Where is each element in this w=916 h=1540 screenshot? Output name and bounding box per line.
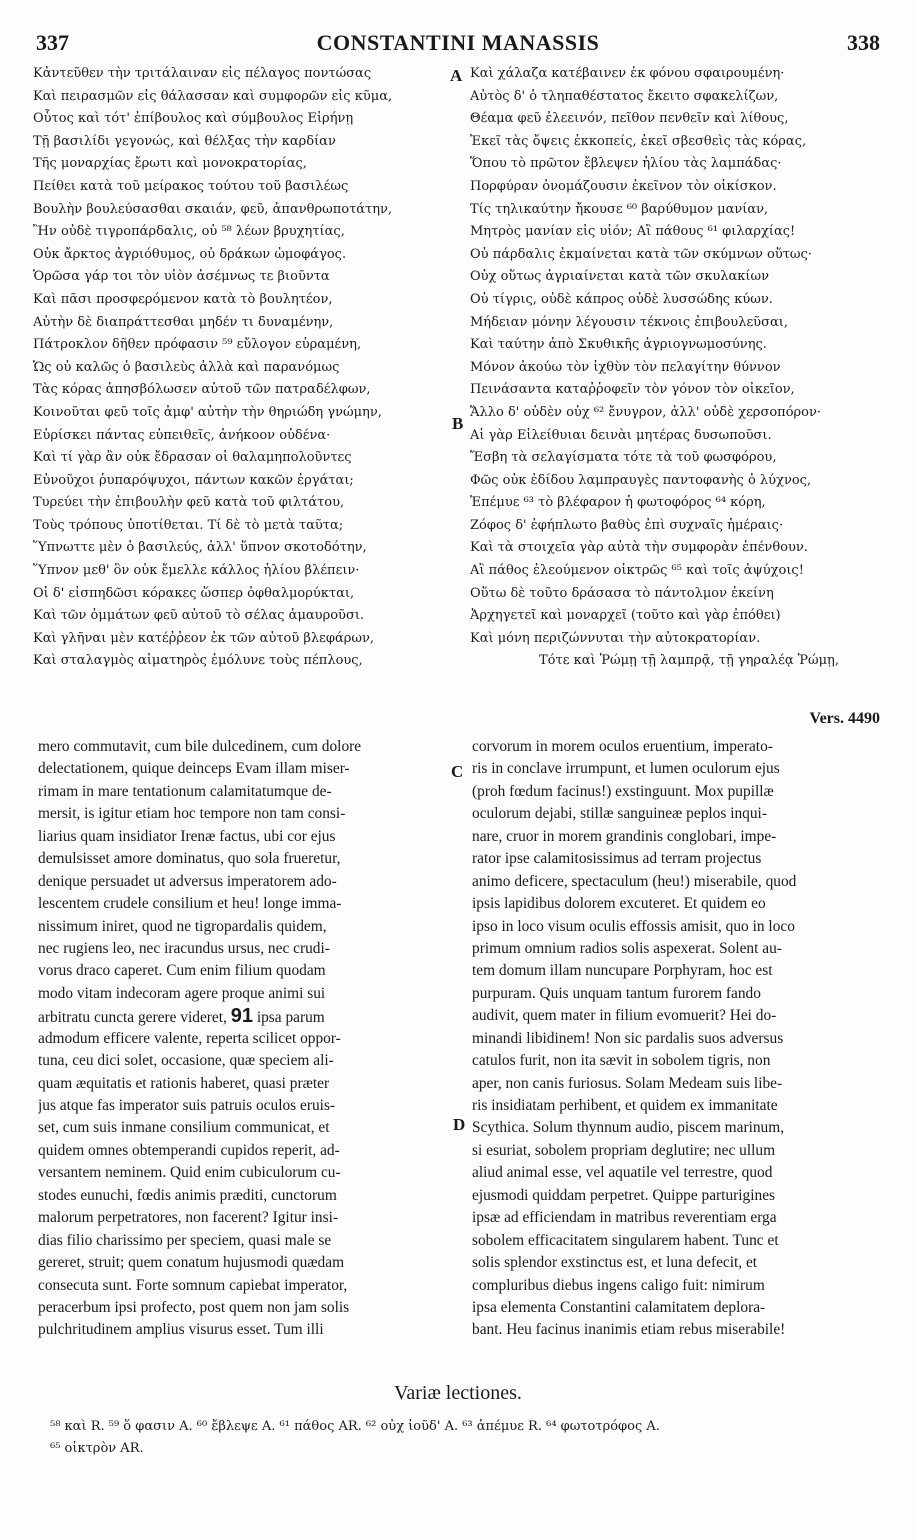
greek-verse-line: Αὐτὴν δὲ διαπράττεσθαι μηδέν τι δυναμένην, bbox=[33, 314, 334, 330]
greek-verse-line: Τότε καὶ Ῥώμῃ τῇ λαμπρᾷ, τῇ γηραλέᾳ Ῥώμῃ, bbox=[539, 653, 839, 669]
greek-verse-line: Πορφύραν ὀνομάζουσιν ἐκεῖνον τὸν οἰκίσκον. bbox=[470, 178, 777, 194]
latin-text-line: nissimum iniret, quod ne tigropardalis quidem, bbox=[38, 917, 327, 935]
latin-text-line: quidem omnes obtemperandi cupidos reperit, ad- bbox=[38, 1141, 340, 1159]
latin-text-line: peracerbum ipsi profecto, post quem non jam solis bbox=[38, 1298, 350, 1316]
latin-text-line: nec rugiens leo, nec iracundus ursus, nec crudi- bbox=[38, 939, 330, 957]
margin-letter-c: C bbox=[451, 762, 464, 781]
running-title: CONSTANTINI MANASSIS bbox=[316, 30, 600, 55]
latin-text-line: nare, cruor in morem grandinis conglobari, impe- bbox=[472, 827, 777, 845]
greek-verse-line: Πάτροκλον δῆθεν πρόφασιν ⁵⁹ εὔλογον εὑραμένη, bbox=[33, 337, 362, 353]
latin-text-line: (proh fœdum facinus!) exstinguunt. Mox pupillæ bbox=[472, 782, 774, 800]
latin-text-line: solis splendor exstinctus est, et luna defecit, et bbox=[472, 1254, 758, 1272]
greek-verse-line: Καὶ γλῆναι μὲν κατέῤῥεον ἐκ τῶν αὐτοῦ βλεφάρων, bbox=[33, 630, 375, 646]
greek-verse-line: Οὐ πάρδαλις ἐκμαίνεται κατὰ τῶν σκύμνων οὕτως· bbox=[470, 246, 812, 262]
greek-verse-line: Ὡς οὐ καλῶς ὁ βασιλεὺς ἀλλὰ καὶ παρανόμως bbox=[33, 359, 340, 375]
greek-verse-line: Καὶ ταύτην ἀπὸ Σκυθικῆς ἀγριογνωμοσύνης. bbox=[470, 337, 767, 353]
greek-verse-line: Καὶ σταλαγμὸς αἱματηρὸς ἐμόλυνε τοὺς πέπλους, bbox=[33, 653, 363, 669]
greek-verse-line: Τίς τηλικαύτην ἤκουσε ⁶⁰ βαρύθυμον μανίαν, bbox=[470, 201, 769, 217]
greek-verse-line: Οὐκ ἄρκτος ἀγριόθυμος, οὐ δράκων ὠμοφάγος. bbox=[33, 246, 347, 262]
greek-verse-line: Ὁρῶσα γάρ τοι τὸν υἱὸν ἀσέμνως τε βιοῦντα bbox=[33, 269, 330, 285]
latin-text-line: Scythica. Solum thynnum audio, piscem marinum, bbox=[472, 1119, 785, 1137]
greek-verse-line: Οἱ δ' εἰσπηδῶσι κόρακες ὥσπερ ὀφθαλμορύκται, bbox=[33, 585, 355, 601]
latin-text-line: bant. Heu facinus inanimis etiam rebus miserabile! bbox=[472, 1321, 786, 1339]
latin-text-line: sobolem efficacitatem singularem habent. Tunc et bbox=[472, 1231, 779, 1249]
latin-text-line: oculorum dejabi, stillæ sanguineæ peplos inqui- bbox=[472, 805, 767, 823]
latin-text-line: ipso in loco visum oculis effossis amisit, quo in loco bbox=[472, 917, 795, 935]
greek-verse-line: Ἐκεῖ τὰς ὄψεις ἐκκοπείς, ἐκεῖ σβεσθεὶς τὰς κόρας, bbox=[470, 133, 807, 149]
latin-text-line: quam æquitatis et rationis haberet, quasi præter bbox=[38, 1074, 330, 1092]
greek-verse-line: Ἐπέμυε ⁶³ τὸ βλέφαρον ἡ φωτοφόρος ⁶⁴ κόρη, bbox=[470, 495, 766, 511]
greek-verse-line: Αὐτὸς δ' ὁ τληπαθέστατος ἔκειτο σφακελίζων, bbox=[470, 88, 779, 104]
verse-number: Vers. 4490 bbox=[809, 710, 880, 727]
greek-verse-line: Πεινάσαντα καταῤῥοφεῖν τὸν γόνον τὸν οἰκεῖον, bbox=[470, 382, 795, 398]
greek-verse-line: Φῶς οὐκ ἐδίδου λαμπραυγὲς παντοφανὴς ὁ λύχνος, bbox=[470, 472, 812, 488]
greek-verse-line: Θέαμα φεῦ ἐλεεινόν, πεῖθον πενθεῖν καὶ λίθους, bbox=[470, 111, 789, 127]
margin-letter-b: B bbox=[452, 414, 464, 433]
latin-text-line: aliud animal esse, vel aquatile vel terrestre, quod bbox=[472, 1164, 773, 1182]
greek-verse-line: Καὶ μόνη περιζώννυται τὴν αὐτοκρατορίαν. bbox=[470, 630, 761, 646]
page-header bbox=[36, 30, 880, 60]
greek-verse-line: Ὅπου τὸ πρῶτον ἔβλεψεν ἡλίου τὰς λαμπάδας· bbox=[470, 156, 782, 172]
latin-text-line: tem domum illam nuncupare Porphyram, hoc est bbox=[472, 962, 773, 980]
greek-verse-line: Αἱ γὰρ Εἰλείθυιαι δεινὰι μητέρας δυσωποῦσι. bbox=[470, 427, 772, 443]
greek-verse-line: Ἣν οὐδὲ τιγροπάρδαλις, οὐ ⁵⁸ λέων βρυχητίας, bbox=[33, 224, 345, 240]
latin-text-line: minandi libidinem! Non sic pardalis suos adversus bbox=[472, 1029, 784, 1047]
greek-verse-line: Πείθει κατὰ τοῦ μείρακος τούτου τοῦ βασιλέως bbox=[33, 178, 349, 194]
greek-verse-line: Καὶ τὰ στοιχεῖα γὰρ αὐτὰ τὴν συμφορὰν ἐπένθουν. bbox=[470, 540, 808, 556]
latin-text-line: mero commutavit, cum bile dulcedinem, cum dolore bbox=[38, 738, 362, 755]
latin-text-line: rimam in mare tentationum calamitatumque de- bbox=[38, 782, 332, 800]
latin-text-line: set, cum suis inmane consilium communicat, et bbox=[38, 1119, 330, 1137]
latin-column-right bbox=[472, 736, 886, 1342]
latin-text-line: audivit, quem mater in filium evomuerit? Hei do- bbox=[472, 1007, 777, 1025]
latin-text-line: dias filio charissimo per speciem, quasi male se bbox=[38, 1231, 332, 1249]
latin-text-fragment: ipsa parum bbox=[252, 1009, 325, 1027]
latin-text-line: lescentem crudele consilium et heu! longe imma- bbox=[38, 895, 342, 913]
latin-text-line: purpuram. Quis unquam tantum furorem fando bbox=[472, 984, 761, 1002]
latin-text-line: aper, non canis furiosus. Solam Medeam suis libe- bbox=[472, 1074, 783, 1092]
latin-text-line: ipsis lapidibus dolorem excuteret. Et quidem eo bbox=[472, 895, 766, 913]
greek-verse-line: Τῇ βασιλίδι γεγονώς, καὶ θέλξας τὴν καρδίαν bbox=[33, 133, 336, 149]
latin-text-line: admodum efficere valente, reperta scilicet oppor- bbox=[38, 1029, 341, 1047]
greek-verse-line: Ἄλλο δ' οὐδὲν οὐχ ⁶² ἔνυγρον, ἀλλ' οὐδὲ χερσοπόρον· bbox=[470, 404, 822, 420]
greek-verse-line: Καὶ τῶν ὀμμάτων φεῦ αὐτοῦ τὸ σέλας ἀμαυροῦσι. bbox=[33, 608, 365, 624]
latin-text-line: mersit, is igitur etiam hoc tempore non tam consi- bbox=[38, 805, 346, 823]
greek-verse-line: Κἀντεῦθεν τὴν τριτάλαιναν εἰς πέλαγος ποντώσας bbox=[33, 66, 372, 81]
latin-text-line: gereret, struit; quem conatum hujusmodi quædam bbox=[38, 1254, 345, 1272]
latin-text-line: arbitratu cuncta gerere videret, 91 ipsa parum bbox=[38, 1005, 325, 1028]
latin-text-line: stodes eunuchi, fœdis animis præditi, cunctorum bbox=[38, 1186, 337, 1204]
latin-text-line: modo vitam indecoram agere proque animi sui bbox=[38, 984, 326, 1002]
greek-verse-line: Ζόφος δ' ἐφήπλωτο βαθὺς ἐπὶ συχναῖς ἡμέραις· bbox=[470, 517, 784, 533]
latin-text-line: primum omnium radios solis aspexerat. Solent au- bbox=[472, 939, 782, 957]
greek-verse-line: Μητρὸς μανίαν εἰς υἱόν; Αἲ πάθους ⁶¹ φιλαρχίας! bbox=[470, 224, 796, 240]
greek-verse-line: Καὶ τί γὰρ ἂν οὐκ ἔδρασαν οἱ θαλαμηπολοῦντες bbox=[33, 450, 352, 466]
greek-verse-line: Ὕπνωττε μὲν ὁ βασιλεύς, ἀλλ' ὕπνον σκοτοδότην, bbox=[33, 540, 367, 556]
latin-text-line: rator ipse calamitosissimus ad terram projectus bbox=[472, 850, 762, 868]
greek-column-left bbox=[33, 63, 455, 673]
greek-verse-line: Μήδειαν μόνην λέγουσιν τέκνοις ἐπιβουλεῦσαι, bbox=[470, 314, 788, 330]
latin-column-left bbox=[38, 736, 458, 1342]
greek-verse-line: Εὐνοῦχοι ῥυπαρόψυχοι, πάντων κακῶν ἐργάται; bbox=[33, 472, 354, 488]
greek-verse-line: Τοὺς τρόπους ὑποτίθεται. Τί δὲ τὸ μετὰ ταῦτα; bbox=[33, 517, 344, 533]
greek-verse-line: Ἔσβη τὰ σελαγίσματα τότε τὰ τοῦ φωσφόρου, bbox=[470, 450, 777, 466]
latin-text-line: versantem neminem. Quid enim cubiculorum cu- bbox=[38, 1164, 341, 1182]
margin-letter-d: D bbox=[453, 1115, 466, 1134]
greek-verse-line: Τῆς μοναρχίας ἔρωτι καὶ μονοκρατορίας, bbox=[33, 156, 307, 172]
greek-verse-line: Καὶ πειρασμῶν εἰς θάλασσαν καὶ συμφορῶν εἰς κῦμα, bbox=[33, 88, 393, 104]
margin-letter-a: A bbox=[450, 66, 463, 85]
greek-verse-line: Τὰς κόρας ἀπησβόλωσεν αὐτοῦ τῶν πατραδέλφων, bbox=[33, 382, 371, 398]
variae-lectiones-title: Variæ lectiones. bbox=[394, 1382, 522, 1404]
page-number-left: 337 bbox=[36, 30, 69, 55]
footnotes bbox=[50, 1416, 890, 1460]
greek-verse-line: Ὕπνον μεθ' ὃν οὐκ ἔμελλε κάλλος ἡλίου βλέπειν· bbox=[33, 563, 360, 579]
latin-text-line: liarius quam insidiator Irenæ factus, ubi cor ejus bbox=[38, 827, 336, 845]
latin-text-line: ris insidiatam perhibent, et quidem ex immanitate bbox=[472, 1097, 778, 1114]
latin-text-line: vorus draco caperet. Cum enim filium quodam bbox=[38, 962, 326, 980]
latin-text-line: ipsæ ad efficiendam in matribus reverentiam erga bbox=[472, 1209, 777, 1227]
latin-text-line: pulchritudinem amplius visurus esset. Tum illi bbox=[38, 1321, 324, 1339]
page-number-right: 338 bbox=[847, 30, 880, 55]
greek-verse-line: Οὐχ οὕτως ἀγριαίνεται κατὰ τῶν σκυλακίων bbox=[470, 269, 769, 285]
latin-text-line: jus atque fas imperator suis patruis oculos eruis- bbox=[38, 1097, 336, 1114]
latin-text-line: malorum perpetratores, non facerent? Igitur insi- bbox=[38, 1209, 338, 1227]
greek-verse-line: Κοινοῦται φεῦ τοῖς ἀμφ' αὐτὴν τὴν θηριώδη γνώμην, bbox=[33, 404, 382, 420]
greek-verse-line: Μόνον ἀκούω τὸν ἰχθὺν τὸν πελαγίτην θύννον bbox=[470, 359, 781, 375]
greek-verse-line: Βουλὴν βουλεύσασθαι σκαιάν, φεῦ, ἀπανθρωποτάτην, bbox=[33, 201, 393, 217]
latin-text-line: corvorum in morem oculos eruentium, imperato- bbox=[472, 738, 773, 755]
greek-verse-line: Οὕτω δὲ τοῦτο δράσασα τὸ πάντολμον ἐκείνη bbox=[470, 585, 774, 601]
greek-verse-line: Οὗτος καὶ τότ' ἐπίβουλος καὶ σύμβουλος Εἰρήνῃ bbox=[33, 111, 354, 127]
latin-text-line: delectationem, quique deinceps Evam illam miser- bbox=[38, 760, 350, 778]
latin-text-line: tuna, ceu dici solet, occasione, quæ speciem ali- bbox=[38, 1052, 334, 1070]
footnote-line: ⁶⁵ οἰκτρὸν AR. bbox=[50, 1441, 144, 1456]
latin-text-line: denique persuadet ut adversus imperatorem ado- bbox=[38, 872, 337, 890]
latin-text-line: ris in conclave irrumpunt, et lumen oculorum ejus bbox=[472, 760, 780, 778]
greek-verse-line: Καὶ πᾶσι προσφερόμενον κατὰ τὸ βουλητέον, bbox=[33, 291, 333, 307]
latin-text-line: demulsisset amore dominatus, quo sola frueretur, bbox=[38, 850, 341, 868]
latin-text-line: animo deficere, spectaculum (heu!) miserabile, quod bbox=[472, 872, 797, 890]
latin-text-line: compluribus diebus ingens caligo fuit: nimirum bbox=[472, 1276, 765, 1294]
footnote-line: ⁵⁸ καὶ R. ⁵⁹ ὅ φασιν A. ⁶⁰ ἔβλεψε A. ⁶¹ πάθος AR. ⁶² οὐχ ἰοῦδ' A. ⁶³ ἀπέμυε R. ⁶⁴ φωτοτρόφος A. bbox=[50, 1419, 660, 1434]
column-number-marker: 91 bbox=[230, 1005, 253, 1028]
greek-verse-line: Αἲ πάθος ἐλεούμενον οἰκτρῶς ⁶⁵ καὶ τοῖς ἀψύχοις! bbox=[470, 563, 804, 579]
latin-text-line: catulos furit, non ita sævit in sobolem tigris, non bbox=[472, 1052, 771, 1070]
greek-column-right bbox=[470, 63, 888, 673]
greek-verse-line: Τυρεύει τὴν ἐπιβουλὴν φεῦ κατὰ τοῦ φιλτάτου, bbox=[33, 495, 345, 511]
greek-verse-line: Οὐ τίγρις, οὐδὲ κάπρος οὐδὲ λυσσώδης κύων. bbox=[470, 291, 773, 307]
greek-verse-line: Εὑρίσκει πάντας εὐπειθεῖς, ἀνήκοον οὐδένα· bbox=[33, 427, 331, 443]
latin-text-line: si esuriat, sobolem propriam deglutire; nec ullum bbox=[472, 1141, 776, 1159]
greek-verse-line: Καὶ χάλαζα κατέβαινεν ἐκ φόνου σφαιρουμένη· bbox=[470, 66, 785, 81]
greek-verse-line: Ἀρχηγετεῖ καὶ μοναρχεῖ (τοῦτο καὶ γὰρ ἐπόθει) bbox=[470, 608, 781, 624]
latin-text-line: ipsa elementa Constantini calamitatem deplora- bbox=[472, 1298, 766, 1316]
latin-text-line: consecuta sunt. Forte somnum capiebat imperator, bbox=[38, 1276, 348, 1294]
latin-text-line: ejusmodi quiddam perpetret. Quippe parturigines bbox=[472, 1186, 776, 1204]
